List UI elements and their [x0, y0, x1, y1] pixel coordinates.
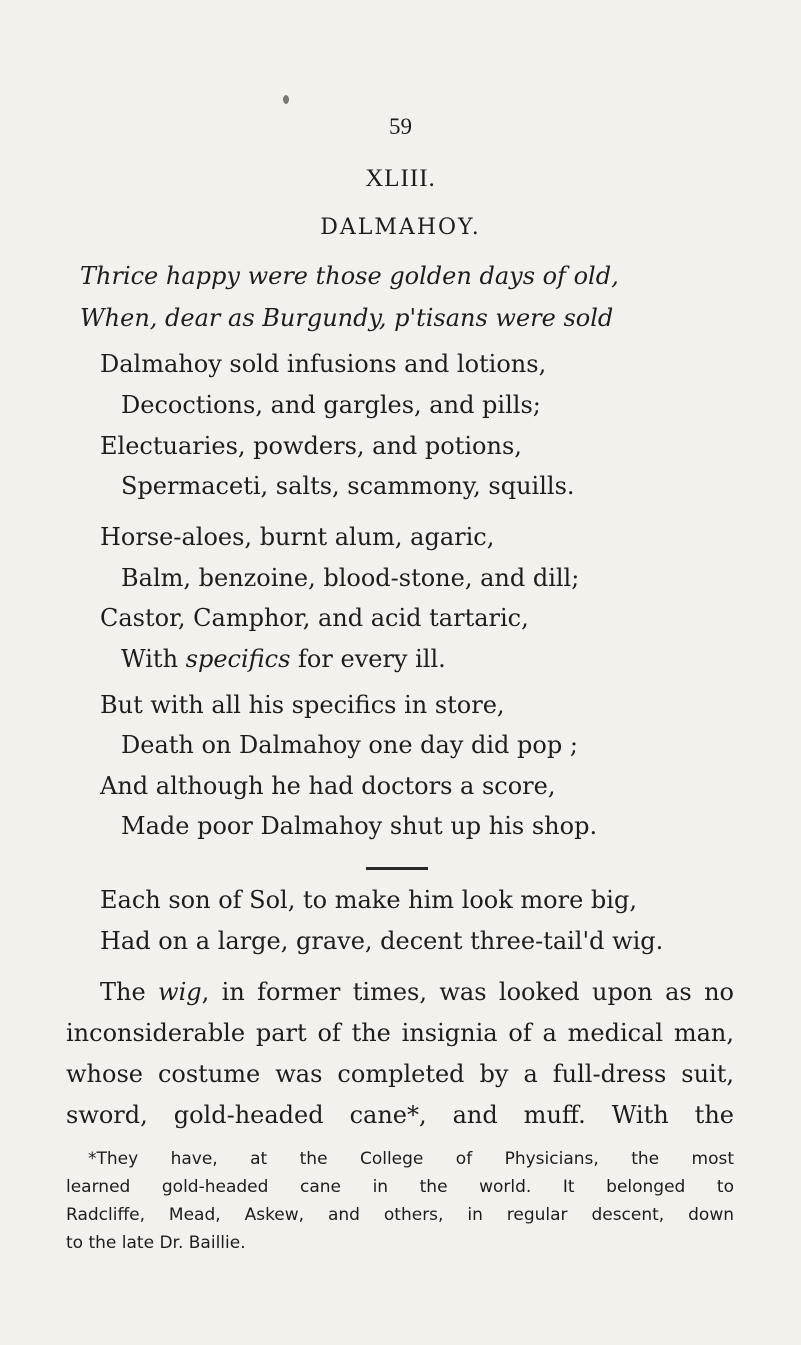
footnote-line: Radcliffe, Mead, Askew, and others, in regular descent, down [66, 1205, 734, 1225]
prose-line: inconsiderable part of the insignia of a medical man, [66, 1019, 734, 1047]
verse-line: Death on Dalmahoy one day did pop ; [121, 731, 578, 759]
verse-line: And although he had doctors a score, [100, 772, 556, 800]
verse-line: Balm, benzoine, blood-stone, and dill; [121, 564, 580, 592]
chapter-title: DALMAHOY. [320, 215, 481, 240]
ink-speck [283, 95, 289, 104]
footnote-line: to the late Dr. Baillie. [66, 1233, 246, 1253]
prose-line: sword, gold-headed cane*, and muff. With the [66, 1101, 734, 1129]
verse-line: Dalmahoy sold infusions and lotions, [100, 350, 547, 378]
verse-line: Castor, Camphor, and acid tartaric, [100, 604, 529, 632]
verse-line: Spermaceti, salts, scammony, squills. [121, 472, 575, 500]
verse-line: With specifics for every ill. [121, 645, 446, 673]
chapter-numeral: XLIII. [365, 165, 436, 192]
verse-line: Electuaries, powders, and potions, [100, 432, 522, 460]
verse-line: Horse-aloes, burnt alum, agaric, [100, 523, 495, 551]
italic-word: specifics [185, 645, 291, 673]
footnote-line: learned gold-headed cane in the world. It belonged to [66, 1177, 734, 1197]
verse-line: But with all his specifics in store, [100, 691, 505, 719]
italic-word: wig [158, 978, 202, 1006]
verse-line: Made poor Dalmahoy shut up his shop. [121, 812, 598, 840]
verse-line: Decoctions, and gargles, and pills; [121, 391, 541, 419]
prose-line: whose costume was completed by a full-dress suit, [66, 1060, 734, 1088]
couplet-line-2: Had on a large, grave, decent three-tail'd wig. [100, 927, 664, 955]
epigraph-line-2: When, dear as Burgundy, p'tisans were sold [80, 304, 614, 332]
page-number: 59 [389, 114, 412, 139]
epigraph-line-1: Thrice happy were those golden days of old, [80, 262, 619, 290]
couplet-line-1: Each son of Sol, to make him look more big, [100, 886, 637, 914]
section-divider [366, 867, 428, 870]
footnote-line: *They have, at the College of Physicians, the most [88, 1149, 734, 1169]
prose-line: The wig, in former times, was looked upon as no [100, 978, 734, 1006]
